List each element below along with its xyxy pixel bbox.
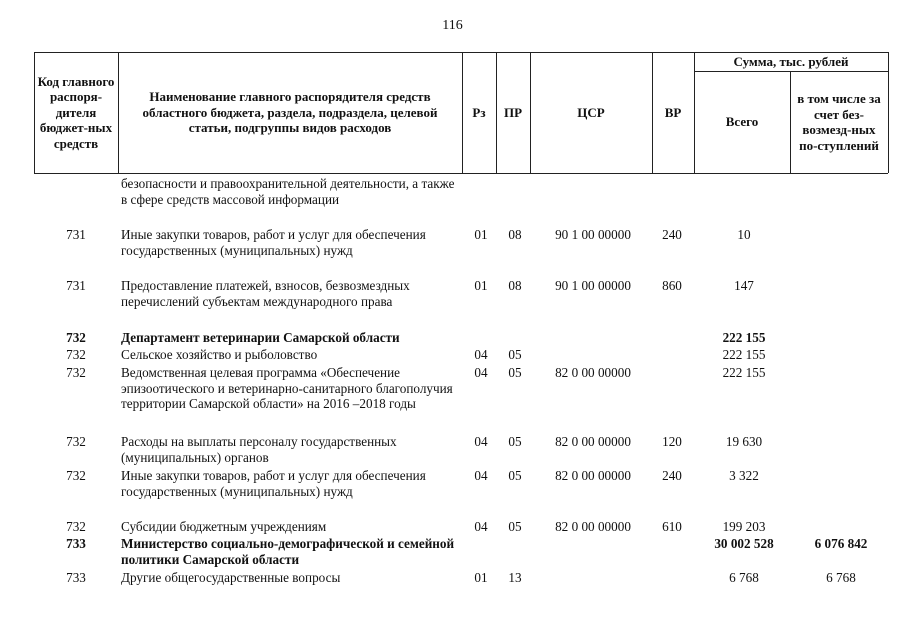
header-sum-group: Сумма, тыс. рублей bbox=[733, 53, 849, 69]
cell-vr: 120 bbox=[662, 434, 682, 449]
cell-vr: 860 bbox=[662, 278, 682, 293]
col-border bbox=[652, 52, 653, 173]
cell-total: 10 bbox=[737, 227, 751, 242]
header-rz: Рз bbox=[472, 104, 486, 120]
cell-code: 733 bbox=[66, 536, 86, 551]
cell-code: 732 bbox=[66, 434, 86, 449]
cell-pr: 05 bbox=[508, 365, 522, 380]
cell-incl: 6 768 bbox=[826, 570, 856, 585]
cell-rz: 01 bbox=[474, 570, 488, 585]
col-border bbox=[888, 52, 889, 173]
col-border bbox=[118, 52, 119, 173]
cell-total: 222 155 bbox=[722, 330, 766, 345]
header-incl: в том числе за счет без-возмезд-ных по-ступлений bbox=[797, 91, 881, 153]
cell-total: 6 768 bbox=[729, 570, 759, 585]
col-border bbox=[694, 52, 695, 173]
cell-total: 30 002 528 bbox=[714, 536, 774, 551]
cell-pr: 08 bbox=[508, 227, 522, 242]
cell-vr: 240 bbox=[662, 468, 682, 483]
cell-name: Другие общегосударственные вопросы bbox=[121, 570, 341, 585]
cell-total: 222 155 bbox=[722, 365, 766, 380]
cell-total: 222 155 bbox=[722, 347, 766, 362]
table-header bbox=[34, 52, 888, 173]
cell-name: Ведомственная целевая программа «Обеспечение эпизоотического и ветеринарно-санитарного благополучия территории Самарской области» на 2016 –2018 годы bbox=[121, 365, 453, 411]
cell-csr: 82 0 00 00000 bbox=[555, 519, 631, 534]
cell-rz: 04 bbox=[474, 347, 488, 362]
cell-total: 147 bbox=[734, 278, 754, 293]
cell-code: 731 bbox=[66, 278, 86, 293]
col-border bbox=[496, 52, 497, 173]
cell-incl: 6 076 842 bbox=[814, 536, 868, 551]
cell-vr: 610 bbox=[662, 519, 682, 534]
cell-name: Департамент ветеринарии Самарской области bbox=[121, 330, 400, 345]
cell-total: 19 630 bbox=[725, 434, 763, 449]
cell-name: безопасности и правоохранительной деятельности, а также в сфере средств массовой информации bbox=[121, 176, 455, 207]
cell-pr: 08 bbox=[508, 278, 522, 293]
cell-rz: 01 bbox=[474, 278, 488, 293]
cell-name: Предоставление платежей, взносов, безвозмездных перечислений субъектам международного права bbox=[121, 278, 410, 309]
cell-csr: 90 1 00 00000 bbox=[555, 278, 631, 293]
header-bottom-border bbox=[34, 173, 888, 174]
cell-pr: 05 bbox=[508, 347, 522, 362]
cell-code: 732 bbox=[66, 519, 86, 534]
cell-pr: 05 bbox=[508, 468, 522, 483]
header-name: Наименование главного распорядителя средств областного бюджета, раздела, подраздела, целевой статьи, подгруппы видов расходов bbox=[142, 89, 438, 136]
cell-name: Министерство социально-демографической и семейной политики Самарской области bbox=[121, 536, 455, 567]
cell-code: 732 bbox=[66, 330, 86, 345]
cell-code: 732 bbox=[66, 365, 86, 380]
cell-name: Иные закупки товаров, работ и услуг для обеспечения государственных (муниципальных) нужд bbox=[121, 227, 426, 258]
cell-csr: 82 0 00 00000 bbox=[555, 365, 631, 380]
cell-name: Субсидии бюджетным учреждениям bbox=[121, 519, 327, 534]
cell-rz: 04 bbox=[474, 434, 488, 449]
col-border bbox=[530, 52, 531, 173]
header-vr: ВР bbox=[664, 104, 682, 120]
cell-name: Иные закупки товаров, работ и услуг для обеспечения государственных (муниципальных) нужд bbox=[121, 468, 426, 499]
cell-pr: 05 bbox=[508, 434, 522, 449]
page-number: 116 bbox=[442, 18, 463, 33]
cell-total: 3 322 bbox=[729, 468, 759, 483]
cell-code: 732 bbox=[66, 347, 86, 362]
col-border bbox=[34, 52, 35, 173]
cell-rz: 04 bbox=[474, 519, 488, 534]
cell-name: Расходы на выплаты персоналу государственных (муниципальных) органов bbox=[121, 434, 397, 465]
cell-total: 199 203 bbox=[722, 519, 766, 534]
header-pr: ПР bbox=[503, 104, 523, 120]
cell-csr: 82 0 00 00000 bbox=[555, 434, 631, 449]
header-code: Код главного распоря-дителя бюджет-ных средств bbox=[37, 73, 115, 151]
cell-code: 733 bbox=[66, 570, 86, 585]
header-total: Всего bbox=[725, 114, 759, 130]
col-border bbox=[790, 71, 791, 173]
col-border bbox=[462, 52, 463, 173]
cell-csr: 90 1 00 00000 bbox=[555, 227, 631, 242]
cell-rz: 04 bbox=[474, 365, 488, 380]
cell-vr: 240 bbox=[662, 227, 682, 242]
cell-pr: 13 bbox=[508, 570, 522, 585]
cell-rz: 04 bbox=[474, 468, 488, 483]
cell-code: 731 bbox=[66, 227, 86, 242]
cell-csr: 82 0 00 00000 bbox=[555, 468, 631, 483]
cell-name: Сельское хозяйство и рыболовство bbox=[121, 347, 318, 362]
header-csr: ЦСР bbox=[577, 104, 605, 120]
cell-pr: 05 bbox=[508, 519, 522, 534]
cell-rz: 01 bbox=[474, 227, 488, 242]
cell-code: 732 bbox=[66, 468, 86, 483]
